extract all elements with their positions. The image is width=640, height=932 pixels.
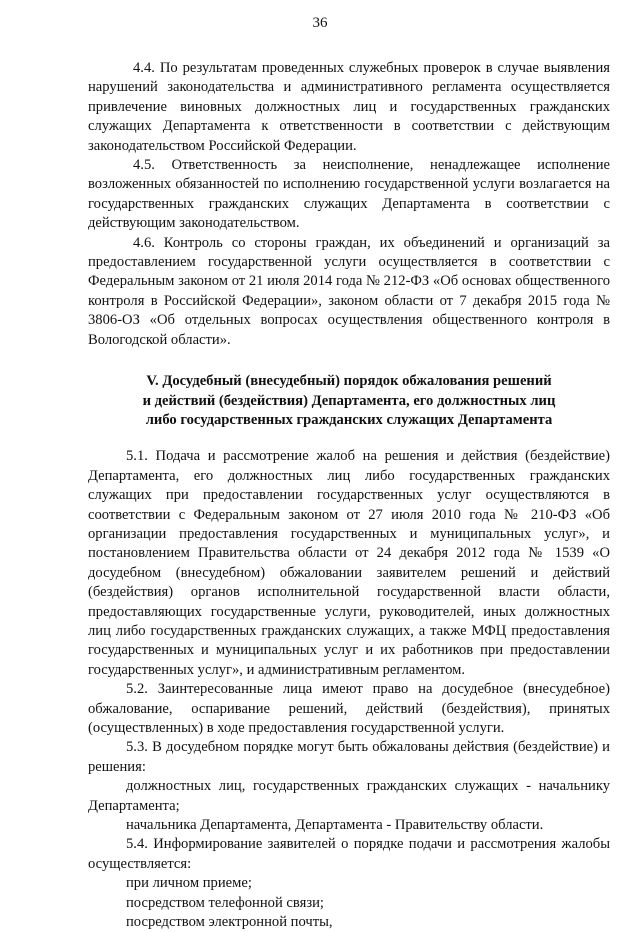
paragraph-5-3-item-1: должностных лиц, государственных гражданских служащих - начальнику Департамента;	[88, 778, 610, 814]
section-heading	[88, 372, 610, 430]
paragraph-4-4: 4.4. По результатам проведенных служебных проверок в случае выявления нарушений законодательства и административного регламента осуществляется привлечение виновных должностных лиц и государственных гражданских служащих Департамента к ответственности в соответствии с действующим законодательством Российской Федерации.	[88, 60, 610, 154]
page-number: 36	[312, 15, 328, 31]
paragraph-5-4-item-3: посредством электронной почты,	[126, 914, 333, 931]
paragraph-4-5: 4.5. Ответственность за неисполнение, ненадлежащее исполнение возложенных обязанностей по исполнению государственной услуги возлагается на государственных гражданских служащих Департамента в соответствии с действующим законодательством.	[88, 157, 610, 232]
paragraph-5-2: 5.2. Заинтересованные лица имеют право на досудебное (внесудебное) обжалование, оспаривание решений, действий (бездействия), принятых (осуществленных) в ходе предоставления государственной услуги.	[88, 681, 610, 736]
paragraph-5-3-item-2: начальника Департамента, Департамента - Правительству области.	[126, 817, 544, 834]
paragraph-5-1: 5.1. Подача и рассмотрение жалоб на решения и действия (бездействие) Департамента, его должностных лиц либо государственных гражданских служащих при предоставлении государственных услуг осуществляются в соответствии с Федеральным законом от 27 июля 2010 года № 210-ФЗ «Об организации предоставления государственных и муниципальных услуг», и постановлением Правительства области от 24 декабря 2012 года № 1539 «О досудебном (внесудебном) обжаловании заявителем решений и действий (бездействия) органов исполнительной государственной власти области, предоставляющих государственные услуги, руководителей, иных должностных лиц либо государственных гражданских служащих, а также МФЦ предоставления государственных и муниципальных услуг и их работников при предоставлении государственных услуг», и административным регламентом.	[88, 448, 610, 678]
section-heading-line-3: либо государственных гражданских служащих Департамента	[145, 411, 553, 428]
paragraph-5-4-item-1: при личном приеме;	[126, 875, 252, 892]
document-page	[88, 59, 610, 932]
paragraph-5-4-item-2: посредством телефонной связи;	[126, 894, 324, 911]
paragraph-4-6: 4.6. Контроль со стороны граждан, их объединений и организаций за предоставлением государственной услуги осуществляется в соответствии с Федеральным законом от 21 июля 2014 года № 212-ФЗ «Об основах общественного контроля в Российской Федерации», законом области от 7 декабря 2015 года № 3806-ОЗ «Об отдельных вопросах осуществления общественного контроля в Вологодской области».	[88, 234, 610, 348]
section-heading-line-1: V. Досудебный (внесудебный) порядок обжалования решений	[146, 373, 552, 390]
section-heading-line-2: и действий (бездействия) Департамента, его должностных лиц	[142, 392, 556, 409]
paragraph-5-4: 5.4. Информирование заявителей о порядке подачи и рассмотрения жалобы осуществляется:	[88, 836, 610, 872]
paragraph-5-3: 5.3. В досудебном порядке могут быть обжалованы действия (бездействие) и решения:	[88, 739, 610, 775]
